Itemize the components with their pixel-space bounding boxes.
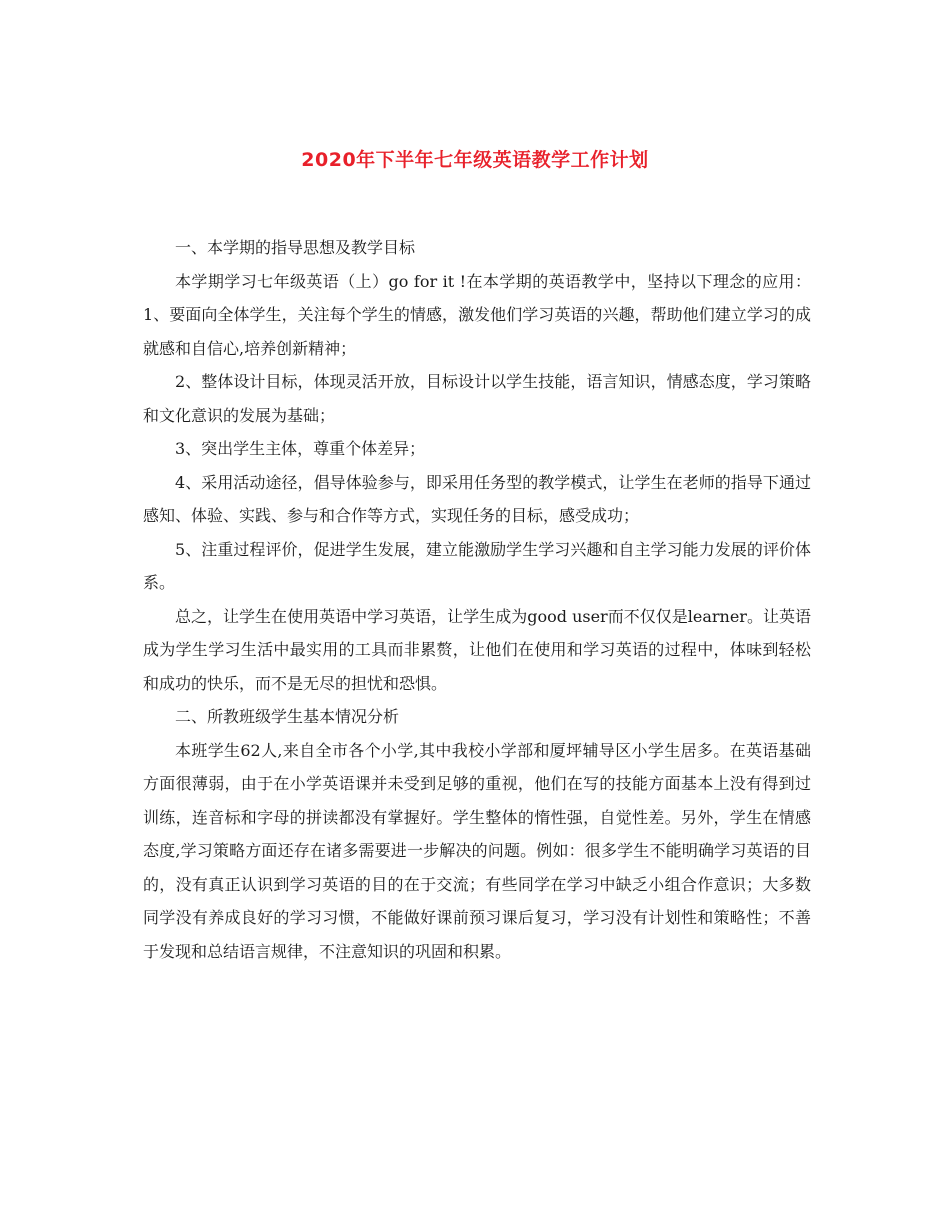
paragraph-class-analysis: 本班学生62人,来自全市各个小学,其中我校小学部和厦坪辅导区小学生居多。在英语基础方面很薄弱，由于在小学英语课并未受到足够的重视，他们在写的技能方面基本上没有得到过训练，连音标和字母的拼读都没有掌握好。学生整体的惰性强，自觉性差。另外，学生在情感态度,学习策略方面还存在诸多需要进一步解决的问题。例如：很多学生不能明确学习英语的目的，没有真正认识到学习英语的目的在于交流；有些同学在学习中缺乏小组合作意识；大多数同学没有养成良好的学习习惯，不能做好课前预习课后复习，学习没有计划性和策略性；不善于发现和总结语言规律，不注意知识的巩固和积累。 — [143, 740, 811, 961]
paragraph-summary: 总之，让学生在使用英语中学习英语，让学生成为good user而不仅仅是learner。让英语成为学生学习生活中最实用的工具而非累赘，让他们在使用和学习英语的过程中，体味到轻松和成功的快乐，而不是无尽的担忧和恐惧。 — [143, 606, 811, 693]
paragraph-intro: 本学期学习七年级英语（上）go for it !在本学期的英语教学中，坚持以下理念的应用：1、要面向全体学生，关注每个学生的情感，激发他们学习英语的兴趣，帮助他们建立学习的成就感和自信心,培养创新精神； — [143, 271, 811, 358]
paragraph-item-3: 3、突出学生主体，尊重个体差异； — [175, 439, 426, 458]
section-heading-1: 一、本学期的指导思想及教学目标 — [175, 238, 416, 257]
paragraph-item-2: 2、整体设计目标，体现灵活开放，目标设计以学生技能，语言知识，情感态度，学习策略和文化意识的发展为基础； — [143, 372, 811, 425]
section-heading-2: 二、所教班级学生基本情况分析 — [175, 707, 400, 726]
paragraph-item-4: 4、采用活动途径，倡导体验参与，即采用任务型的教学模式，让学生在老师的指导下通过感知、体验、实践、参与和合作等方式，实现任务的目标，感受成功； — [143, 472, 811, 525]
document-title: 2020年下半年七年级英语教学工作计划 — [301, 149, 649, 171]
paragraph-item-5: 5、注重过程评价，促进学生发展，建立能激励学生学习兴趣和自主学习能力发展的评价体系。 — [143, 539, 811, 592]
document-body — [143, 231, 811, 968]
